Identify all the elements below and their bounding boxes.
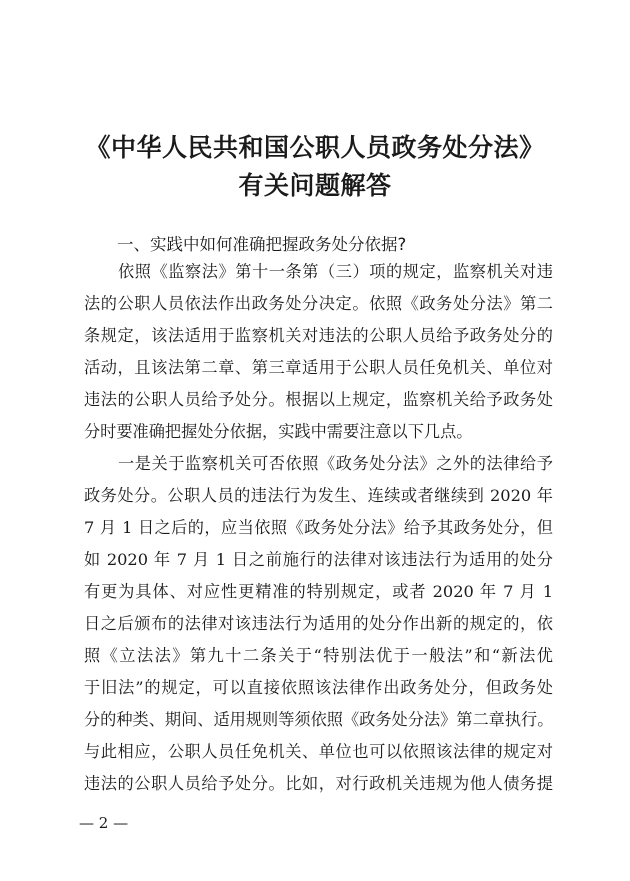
- paragraph-line: 法的公职人员依法作出政务处分决定。依照《政务处分法》第二: [84, 294, 553, 313]
- paragraph-line: 违法的公职人员给予处分。比如，对行政机关违规为他人债务提: [84, 774, 553, 793]
- section-heading: 一、实践中如何准确把握政务处分依据?: [117, 235, 407, 254]
- paragraph-line: 条规定，该法适用于监察机关对违法的公职人员给予政务处分的: [84, 326, 553, 345]
- paragraph-line: 分时要准确把握处分依据，实践中需要注意以下几点。: [84, 422, 473, 441]
- document-title-line-1: 《中华人民共和国公职人员政务处分法》: [85, 133, 545, 162]
- paragraph-line: 7 月 1 日之后的，应当依照《政务处分法》给予其政务处分，但: [84, 518, 553, 537]
- paragraph-text: 公职人员的违法行为发生、连续或者继续到 2020 年: [167, 486, 553, 505]
- paragraph-line: 有更为具体、对应性更精准的特别规定，或者 2020 年 7 月 1: [84, 582, 553, 601]
- paragraph-line: 违法的公职人员给予处分。根据以上规定，监察机关给予政务处: [84, 390, 553, 409]
- paragraph-line: [84, 484, 553, 508]
- paragraph-line: 如 2020 年 7 月 1 日之前施行的法律对该违法行为适用的处分: [84, 550, 553, 569]
- document-title-line-2: 有关问题解答: [238, 171, 392, 200]
- paragraph-line: 活动，且该法第二章、第三章适用于公职人员任免机关、单位对: [84, 358, 553, 377]
- paragraph-line: 与此相应，公职人员任免机关、单位也可以依照该法律的规定对: [84, 742, 553, 761]
- paragraph-lead-text: 政务处分。: [84, 486, 168, 505]
- paragraph-line: 分的种类、期间、适用规则等须依照《政务处分法》第二章执行。: [84, 710, 554, 729]
- paragraph-line: 照《立法法》第九十二条关于“特别法优于一般法”和“新法优: [84, 646, 553, 665]
- paragraph-line: 于旧法”的规定，可以直接依照该法律作出政务处分，但政务处: [84, 678, 553, 697]
- paragraph-line: 日之后颁布的法律对该违法行为适用的处分作出新的规定的，依: [84, 614, 553, 633]
- paragraph-lead-line: 一是关于监察机关可否依照《政务处分法》之外的法律给予: [118, 454, 553, 473]
- paragraph-line: 依照《监察法》第十一条第（三）项的规定，监察机关对违: [118, 262, 553, 281]
- page-number: — 2 —: [79, 814, 129, 832]
